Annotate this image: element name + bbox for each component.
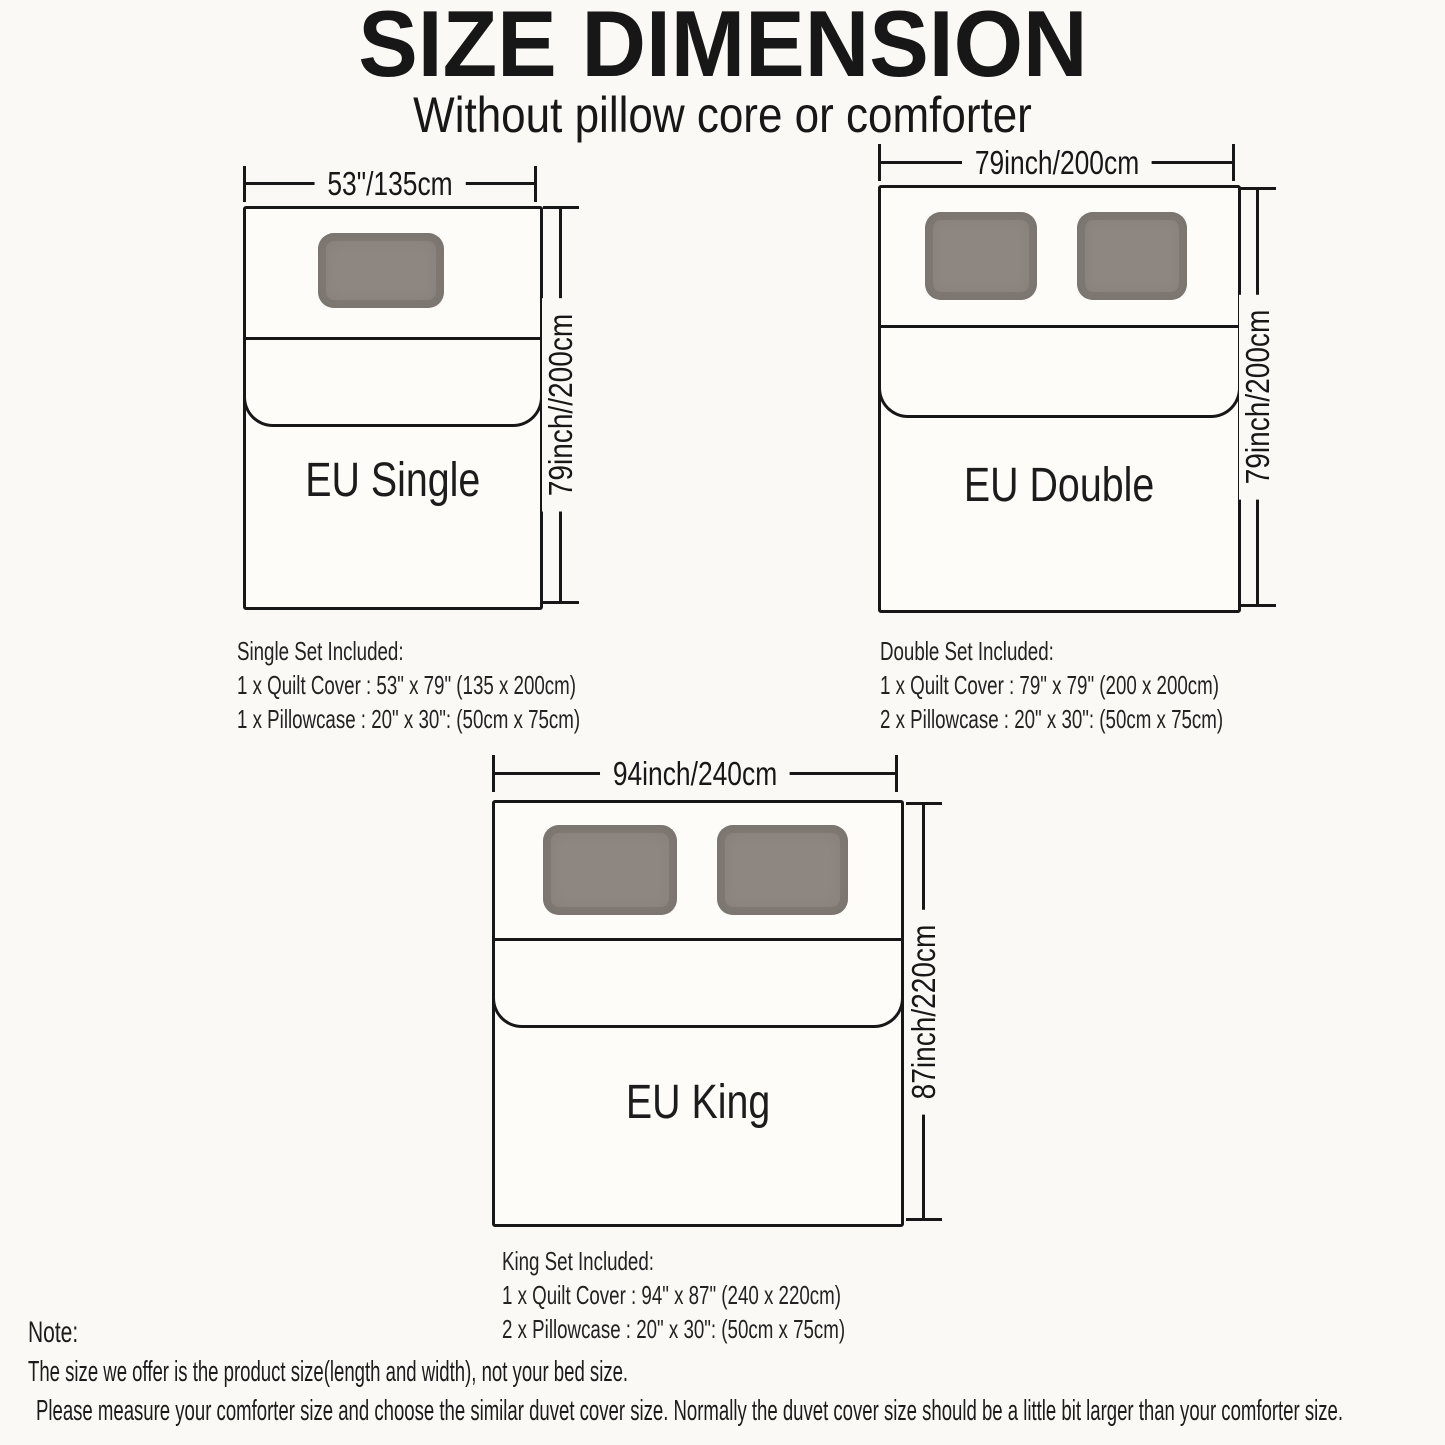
- sheet-fold: [878, 325, 1241, 418]
- dimension-cap-right: [1232, 144, 1235, 181]
- set-line: 2 x Pillowcase : 20" x 30": (50cm x 75cm): [502, 1314, 846, 1344]
- note-line-1: The size we offer is the product size(length and width), not your bed size.: [28, 1356, 629, 1388]
- dimension-cap-bottom: [543, 601, 579, 604]
- set-title: Double Set Included:: [880, 636, 1054, 666]
- dimension-cap-right: [895, 755, 898, 792]
- king-bed-outline: [492, 800, 904, 1227]
- king-height-label: 87inch/220cm: [905, 909, 943, 1114]
- dimension-cap-bottom: [1240, 604, 1276, 607]
- king-width-label: 94inch/240cm: [600, 755, 790, 793]
- king-height-dimension: [906, 802, 942, 1221]
- single-bed-label: EU Single: [305, 453, 481, 507]
- sheet-fold: [243, 337, 543, 427]
- dimension-cap-bottom: [906, 1218, 942, 1221]
- set-line: 1 x Quilt Cover : 79" x 79" (200 x 200cm): [880, 670, 1219, 700]
- double-width-label: 79inch/200cm: [962, 144, 1152, 182]
- set-title: King Set Included:: [502, 1246, 654, 1276]
- single-bed-outline: [243, 206, 543, 610]
- double-height-dimension: [1240, 187, 1276, 607]
- pillow-left: [925, 212, 1037, 300]
- set-line: 1 x Quilt Cover : 53" x 79" (135 x 200cm): [237, 670, 576, 700]
- double-set-description: [880, 634, 1357, 736]
- pillow-right: [717, 825, 848, 915]
- king-width-dimension: [492, 755, 898, 792]
- double-width-dimension: [878, 144, 1235, 181]
- single-set-description: [237, 634, 714, 736]
- single-width-label: 53"/135cm: [315, 165, 466, 203]
- set-line: 1 x Pillowcase : 20" x 30": (50cm x 75cm): [237, 704, 581, 734]
- single-width-dimension: [243, 166, 537, 202]
- set-line: 1 x Quilt Cover : 94" x 87" (240 x 220cm): [502, 1280, 841, 1310]
- king-bed-label: EU King: [625, 1075, 771, 1129]
- note-line-2: Please measure your comforter size and choose the similar duvet cover size. Normally the duvet cover size should be a little bit larger than your comforter size.: [36, 1395, 1344, 1427]
- set-line: 2 x Pillowcase : 20" x 30": (50cm x 75cm): [880, 704, 1224, 734]
- pillow-right: [1077, 212, 1187, 300]
- note-section: [28, 1316, 1445, 1433]
- pillow-left: [543, 825, 677, 915]
- page-title: SIZE DIMENSION: [357, 0, 1088, 96]
- single-height-dimension: [543, 206, 579, 604]
- sheet-fold: [492, 938, 904, 1028]
- double-bed-label: EU Double: [964, 458, 1155, 512]
- page-subtitle: Without pillow core or comforter: [413, 87, 1032, 143]
- single-height-label: 79inch//200cm: [542, 298, 580, 511]
- double-bed-outline: [878, 185, 1241, 613]
- set-title: Single Set Included:: [237, 636, 404, 666]
- note-title: Note:: [28, 1316, 79, 1349]
- dimension-cap-right: [534, 166, 537, 202]
- double-height-label: 79inch/200cm: [1239, 294, 1277, 499]
- pillow: [318, 233, 444, 308]
